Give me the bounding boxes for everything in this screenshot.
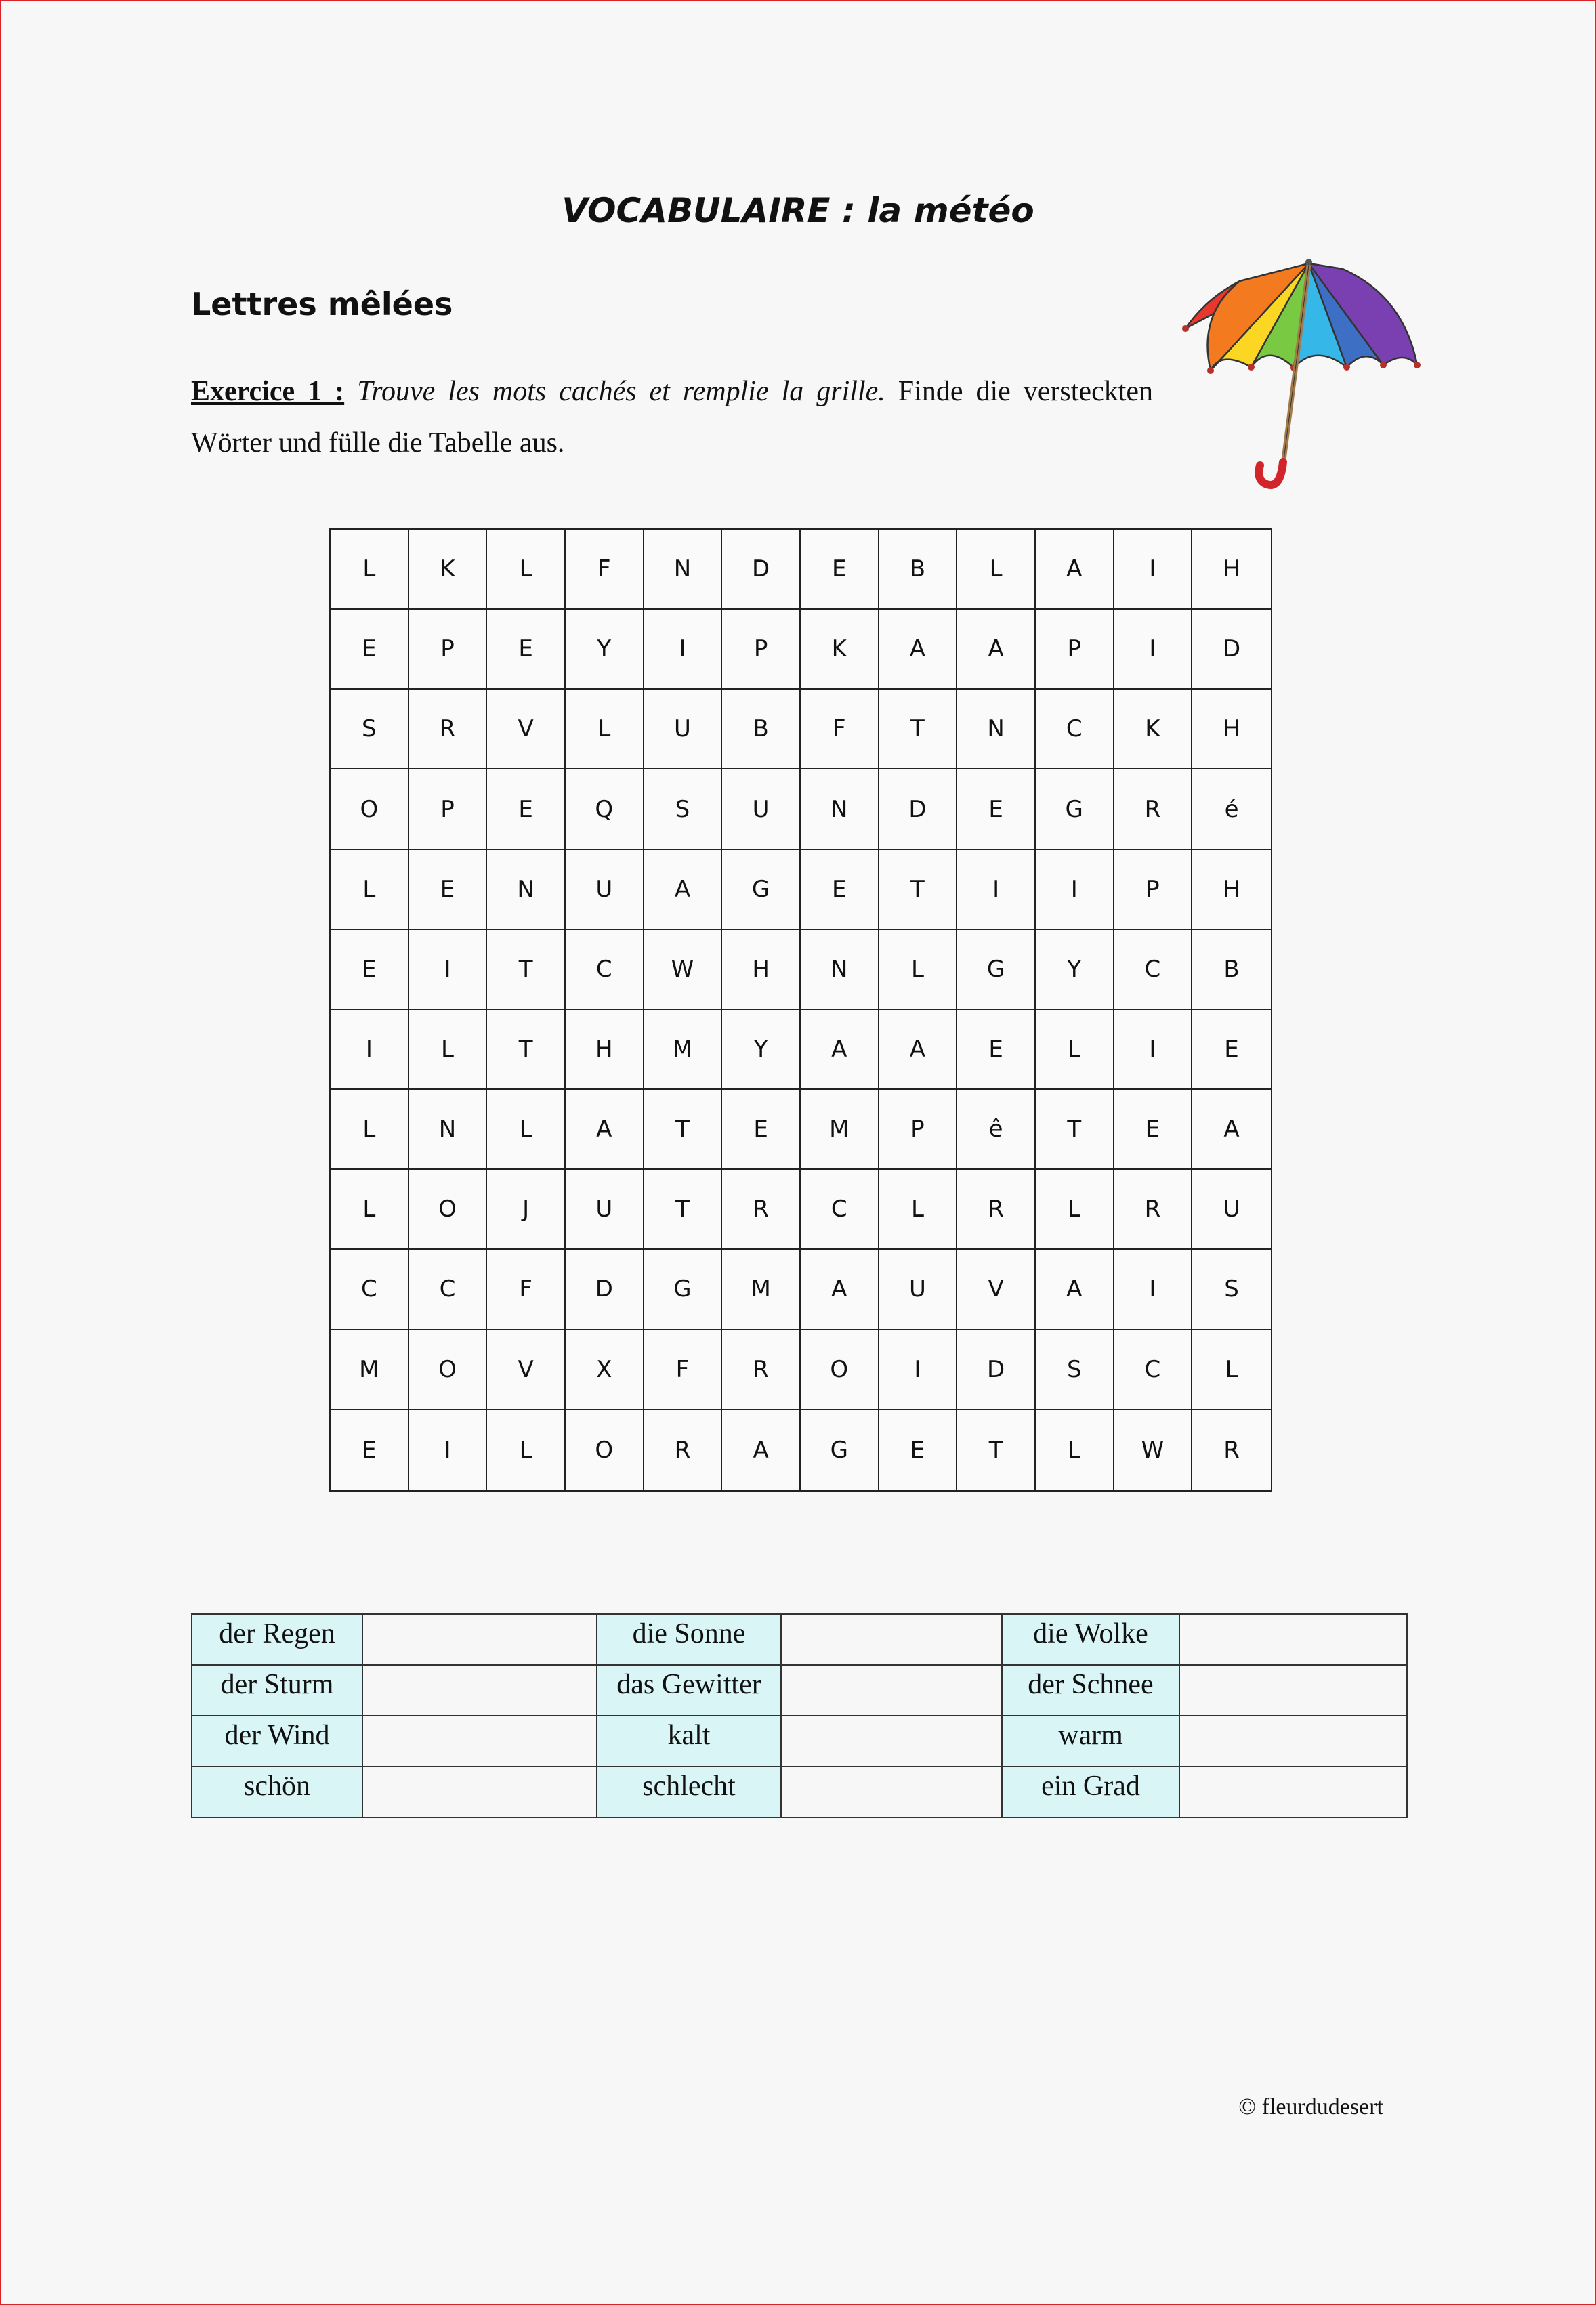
- grid-cell: W: [1114, 1410, 1193, 1490]
- grid-cell: E: [331, 610, 409, 690]
- grid-cell: R: [1223, 1436, 1240, 1464]
- grid-cell: G: [722, 850, 801, 930]
- grid-cell: R: [722, 1170, 801, 1250]
- grid-cell: A: [1036, 1250, 1114, 1330]
- grid-cell: I: [1114, 530, 1193, 610]
- grid-cell: R: [722, 1330, 801, 1410]
- grid-cell: N: [487, 850, 566, 930]
- grid-cell: E: [1114, 1090, 1193, 1170]
- grid-cell: H: [566, 1010, 644, 1090]
- grid-cell: M: [801, 1090, 879, 1170]
- answer-blank-cell[interactable]: [1179, 1716, 1407, 1767]
- grid-cell: C: [801, 1170, 879, 1250]
- grid-cell: H: [1192, 530, 1271, 610]
- section-subtitle: Lettres mêlées: [191, 286, 453, 322]
- grid-cell: L: [1036, 1410, 1114, 1490]
- grid-cell: U: [879, 1250, 958, 1330]
- vocab-word: schön: [192, 1767, 362, 1817]
- grid-cell: L: [331, 1090, 409, 1170]
- grid-cell: I: [644, 610, 723, 690]
- grid-cell: E: [957, 1010, 1036, 1090]
- grid-cell: E: [487, 769, 566, 849]
- vocab-word: schlecht: [597, 1767, 781, 1817]
- grid-cell: D: [1192, 610, 1271, 690]
- vocab-word: der Sturm: [192, 1665, 362, 1716]
- grid-cell: S: [644, 769, 723, 849]
- grid-cell: E: [487, 610, 566, 690]
- grid-cell: C: [1114, 930, 1193, 1010]
- grid-cell: A: [879, 1010, 958, 1090]
- grid-cell: B: [879, 530, 958, 610]
- grid-cell: L: [331, 1170, 409, 1250]
- table-row: [192, 1665, 1407, 1716]
- grid-cell: ê: [957, 1090, 1036, 1170]
- answer-blank-cell[interactable]: [362, 1614, 597, 1665]
- grid-cell: U: [566, 850, 644, 930]
- grid-cell: E: [722, 1090, 801, 1170]
- grid-cell: I: [1114, 1250, 1193, 1330]
- grid-cell: H: [722, 930, 801, 1010]
- grid-cell: T: [1036, 1090, 1114, 1170]
- grid-cell: U: [1192, 1170, 1271, 1250]
- grid-cell: R: [957, 1170, 1036, 1250]
- grid-cell: H: [1192, 690, 1271, 769]
- grid-cell: P: [1114, 850, 1193, 930]
- vocab-word: der Schnee: [1002, 1665, 1179, 1716]
- grid-cell: O: [409, 1170, 488, 1250]
- grid-cell: V: [487, 690, 566, 769]
- copyright-credit: © fleurdudesert: [1238, 2094, 1383, 2119]
- grid-cell: O: [566, 1410, 644, 1490]
- grid-cell: N: [801, 930, 879, 1010]
- grid-cell: H: [1192, 850, 1271, 930]
- grid-cell: M: [644, 1010, 723, 1090]
- grid-cell: L: [566, 690, 644, 769]
- vocab-word: die Sonne: [597, 1614, 781, 1665]
- grid-cell: é: [1192, 769, 1271, 849]
- grid-cell: E: [331, 1410, 409, 1490]
- page-title: VOCABULAIRE : la météo: [562, 191, 1034, 230]
- grid-cell: I: [879, 1330, 958, 1410]
- vocab-word: warm: [1002, 1716, 1179, 1767]
- grid-cell: O: [331, 769, 409, 849]
- grid-cell: E: [331, 930, 409, 1010]
- table-row: [192, 1767, 1407, 1817]
- grid-cell: D: [722, 530, 801, 610]
- vocab-word: der Regen: [192, 1614, 362, 1665]
- grid-cell: Q: [566, 769, 644, 849]
- grid-cell: F: [644, 1330, 723, 1410]
- grid-cell: R: [644, 1410, 723, 1490]
- grid-cell: U: [644, 690, 723, 769]
- grid-cell: I: [331, 1010, 409, 1090]
- answer-blank-cell[interactable]: [781, 1767, 1002, 1817]
- grid-cell: V: [957, 1250, 1036, 1330]
- grid-cell: B: [1192, 930, 1271, 1010]
- grid-cell: B: [722, 690, 801, 769]
- grid-cell: E: [957, 769, 1036, 849]
- grid-cell: C: [409, 1250, 488, 1330]
- answer-blank-cell[interactable]: [362, 1767, 597, 1817]
- grid-cell: T: [879, 690, 958, 769]
- grid-cell: A: [801, 1250, 879, 1330]
- grid-cell: V: [487, 1330, 566, 1410]
- vocab-word: das Gewitter: [597, 1665, 781, 1716]
- answer-blank-cell[interactable]: [362, 1665, 597, 1716]
- exercise-label: Exercice 1 :: [191, 376, 345, 407]
- grid-cell: D: [566, 1250, 644, 1330]
- grid-cell: X: [566, 1330, 644, 1410]
- vocabulary-table: [191, 1613, 1408, 1818]
- table-row: [192, 1614, 1407, 1665]
- grid-cell: F: [487, 1250, 566, 1330]
- grid-cell: U: [566, 1170, 644, 1250]
- grid-cell: W: [644, 930, 723, 1010]
- answer-blank-cell[interactable]: [781, 1665, 1002, 1716]
- grid-cell: P: [409, 769, 488, 849]
- grid-cell: I: [1036, 850, 1114, 930]
- grid-cell: E: [409, 850, 488, 930]
- grid-cell: M: [722, 1250, 801, 1330]
- grid-cell: A: [1192, 1090, 1271, 1170]
- grid-cell: C: [1114, 1330, 1193, 1410]
- grid-cell: T: [487, 930, 566, 1010]
- grid-cell: C: [331, 1250, 409, 1330]
- grid-cell: C: [1036, 690, 1114, 769]
- grid-cell: G: [957, 930, 1036, 1010]
- grid-cell: T: [644, 1170, 723, 1250]
- grid-cell: I: [409, 930, 488, 1010]
- grid-cell: N: [957, 690, 1036, 769]
- grid-cell: O: [409, 1330, 488, 1410]
- answer-blank-cell[interactable]: [1179, 1767, 1407, 1817]
- grid-cell: C: [566, 930, 644, 1010]
- grid-cell: S: [1192, 1250, 1271, 1330]
- vocab-word: ein Grad: [1002, 1767, 1179, 1817]
- grid-cell: Y: [1036, 930, 1114, 1010]
- grid-cell: E: [801, 530, 879, 610]
- grid-cell: K: [801, 610, 879, 690]
- grid-cell: L: [1036, 1010, 1114, 1090]
- grid-cell: F: [566, 530, 644, 610]
- grid-cell: L: [879, 930, 958, 1010]
- instruction-french: Trouve les mots cachés et remplie la grille.: [357, 376, 885, 407]
- grid-cell: R: [1114, 1170, 1193, 1250]
- umbrella-icon: [1180, 255, 1431, 506]
- answer-blank-cell[interactable]: [781, 1614, 1002, 1665]
- grid-cell: A: [957, 610, 1036, 690]
- grid-cell: R: [409, 690, 488, 769]
- grid-cell: N: [409, 1090, 488, 1170]
- grid-cell: L: [879, 1170, 958, 1250]
- exercise-instructions: [191, 366, 1153, 469]
- vocab-word: die Wolke: [1002, 1614, 1179, 1665]
- grid-cell: D: [879, 769, 958, 849]
- grid-cell: L: [1192, 1330, 1271, 1410]
- grid-cell: D: [957, 1330, 1036, 1410]
- grid-cell: A: [722, 1410, 801, 1490]
- grid-cell: I: [957, 850, 1036, 930]
- grid-cell: T: [879, 850, 958, 930]
- grid-cell: L: [487, 530, 566, 610]
- grid-cell: L: [487, 1090, 566, 1170]
- grid-cell: S: [1036, 1330, 1114, 1410]
- grid-cell: A: [1036, 530, 1114, 610]
- grid-cell: A: [566, 1090, 644, 1170]
- grid-cell: T: [487, 1010, 566, 1090]
- grid-cell: P: [409, 610, 488, 690]
- grid-cell: T: [644, 1090, 723, 1170]
- instruction-german: Finde die versteckten Wörter und fülle die Tabelle aus.: [191, 376, 1154, 459]
- grid-cell: A: [801, 1010, 879, 1090]
- vocab-word: der Wind: [192, 1716, 362, 1767]
- grid-cell: I: [1114, 1010, 1193, 1090]
- grid-cell: S: [331, 690, 409, 769]
- grid-cell: I: [409, 1410, 488, 1490]
- grid-cell: P: [879, 1090, 958, 1170]
- grid-cell: K: [1114, 690, 1193, 769]
- grid-cell: I: [1114, 610, 1193, 690]
- grid-cell: L: [409, 1010, 488, 1090]
- grid-cell: G: [1036, 769, 1114, 849]
- answer-blank-cell[interactable]: [1179, 1665, 1407, 1716]
- grid-cell: L: [957, 530, 1036, 610]
- grid-cell: E: [1192, 1010, 1271, 1090]
- grid-cell: Y: [722, 1010, 801, 1090]
- grid-cell: Y: [566, 610, 644, 690]
- grid-cell: L: [331, 850, 409, 930]
- vocab-word: kalt: [597, 1716, 781, 1767]
- table-row: [192, 1716, 1407, 1767]
- grid-cell: R: [1114, 769, 1193, 849]
- grid-cell: A: [644, 850, 723, 930]
- grid-cell: N: [801, 769, 879, 849]
- grid-cell: O: [801, 1330, 879, 1410]
- grid-cell: G: [644, 1250, 723, 1330]
- grid-cell: T: [957, 1410, 1036, 1490]
- grid-cell: L: [487, 1410, 566, 1490]
- grid-cell: G: [801, 1410, 879, 1490]
- grid-cell: J: [487, 1170, 566, 1250]
- grid-cell: N: [644, 530, 723, 610]
- grid-cell: F: [801, 690, 879, 769]
- grid-cell: K: [409, 530, 488, 610]
- answer-blank-cell[interactable]: [1179, 1614, 1407, 1665]
- answer-blank-cell[interactable]: [362, 1716, 597, 1767]
- grid-cell: L: [331, 530, 409, 610]
- grid-cell: L: [1036, 1170, 1114, 1250]
- grid-cell: E: [879, 1410, 958, 1490]
- grid-cell: P: [1036, 610, 1114, 690]
- grid-cell: E: [801, 850, 879, 930]
- grid-cell: P: [722, 610, 801, 690]
- word-search-grid: [329, 528, 1272, 1492]
- grid-cell: A: [879, 610, 958, 690]
- answer-blank-cell[interactable]: [781, 1716, 1002, 1767]
- grid-cell: U: [722, 769, 801, 849]
- grid-cell: M: [331, 1330, 409, 1410]
